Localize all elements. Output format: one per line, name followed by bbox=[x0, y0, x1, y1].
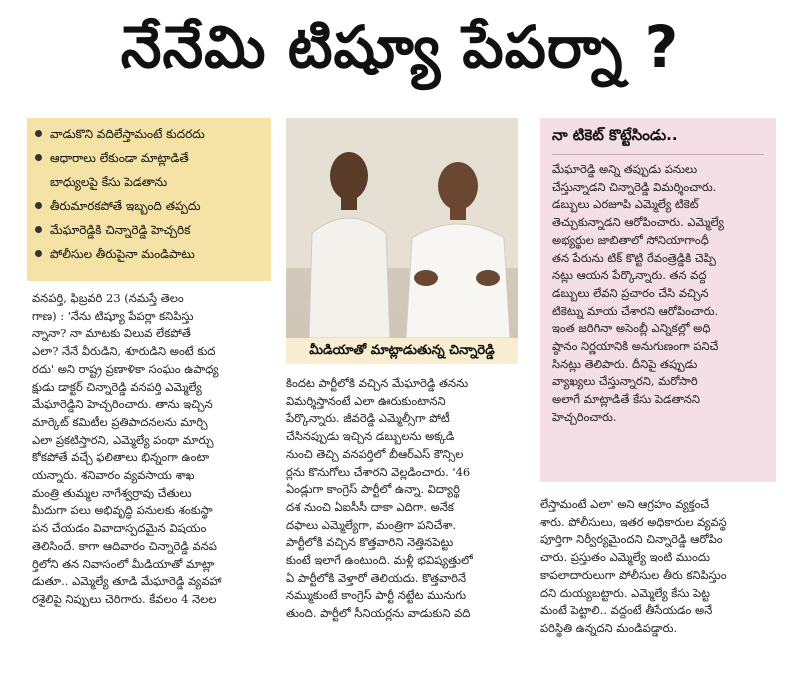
text-line: మేఘారెడ్డిని హెచ్చరించారు. తాను ఇచ్చిన bbox=[32, 397, 213, 412]
person-figure-right bbox=[396, 148, 514, 338]
text-line: యన్నారు. శనివారం వ్యవసాయ శాఖ bbox=[32, 468, 195, 483]
highlight-item bbox=[33, 242, 265, 266]
text-line: చేసినప్పుడు ఇచ్చిన డబ్బులను అక్కడి bbox=[286, 429, 455, 444]
text-line: రశైలిపై నిప్పులు చెరిగారు. కేవలం 4 నెలల bbox=[32, 591, 217, 606]
text-line: విమర్శిస్తానంటే ఎలా ఊరుకుంటానని bbox=[286, 393, 446, 408]
text-line: ఇంత జరిగినా అసెంబ్లీ ఎన్నికల్లో అధి bbox=[552, 321, 711, 336]
article-column-3 bbox=[540, 496, 776, 638]
highlight-text: ఆధారాలు లేకుండా మాట్లాడితే bbox=[50, 151, 189, 165]
bullet-dot-icon bbox=[35, 226, 42, 233]
text-line: ఎలా? నేనే వీరుడిని, శూరుడిని అంటే కుద bbox=[32, 344, 216, 359]
text-line: కుంటే ఇలాగే ఉంటుంది. మళ్లీ భవిష్యత్తులో bbox=[286, 553, 473, 568]
text-line: హెచ్చరించారు. bbox=[552, 409, 617, 424]
text-line: పార్టీలోకి వచ్చిన కొత్తవారిని నెత్తినపెట్టు bbox=[286, 535, 454, 550]
highlight-item bbox=[33, 218, 265, 242]
text-line: మేఘారెడ్డి అన్ని తప్పుడు పనులు bbox=[552, 162, 698, 176]
headline: నేనేమి టిష్యూ పేపర్నా ? bbox=[120, 12, 680, 81]
text-line: రదు' అని రాష్ట్ర ప్రణాళికా సంఘం ఉపాధ్య bbox=[32, 361, 219, 376]
text-line: గాణ) : 'నేను టిష్యూ పేపర్లా కనిపిస్తు bbox=[32, 308, 194, 323]
text-line: శారు. పోలీసులు, ఇతర అధికారుల వ్యవస్థ bbox=[540, 514, 727, 529]
text-line: చేస్తున్నాడని చిన్నారెడ్డి విమర్శించారు. bbox=[552, 179, 717, 194]
highlight-text: పోలీసుల తీరుపైనా మండిపాటు bbox=[50, 247, 195, 261]
text-line: ష్ఠానం నిర్ణయానికి అనుగుణంగా పనిచే bbox=[552, 339, 719, 354]
text-line: మంటే పెట్టాలి.. వద్దంటే తీసేయడం అనే bbox=[540, 603, 713, 618]
text-line: ర్లను కొనుగోలు చేశారని వెల్లడించారు. '46 bbox=[286, 464, 471, 479]
news-photo bbox=[286, 118, 518, 338]
text-line: నుంచి తెచ్చి వనపర్తిలో బీఆర్ఎస్ కౌన్సిల bbox=[286, 446, 464, 461]
highlight-item bbox=[33, 194, 265, 218]
text-line: మీదుగా పలు అభివృద్ధి పనులకు శంకుస్థా bbox=[32, 503, 213, 518]
text-line: డుతూ.. ఎమ్మెల్యే తూడి మేఘారెడ్డి వ్యవహా bbox=[32, 574, 222, 589]
text-line: టికెట్ను మాయ చేశారని ఆరోపించారు. bbox=[552, 303, 719, 318]
text-line: తెచ్చుకున్నాడని ఆరోపించారు. ఎమ్మెల్యే bbox=[552, 215, 724, 230]
text-line: పన చేయడం వివాదాస్పదమైన విషయం bbox=[32, 521, 207, 536]
text-line: వ్యాఖ్యలు చేస్తున్నారని, మరోసారి bbox=[552, 374, 698, 389]
bullet-dot-icon bbox=[35, 130, 42, 137]
sidebar-title: నా టికెట్ కొట్టేసిండు.. bbox=[552, 126, 764, 155]
highlights-box bbox=[27, 118, 271, 281]
highlight-text: వాడుకొని వదిలేస్తామంటే కుదరదు bbox=[50, 127, 205, 141]
sidebar-box bbox=[540, 118, 776, 482]
bullet-dot-icon bbox=[35, 250, 42, 257]
text-line: క్షుడు డాక్టర్ చిన్నారెడ్డి వనపర్తి ఎమ్మెల్యే bbox=[32, 379, 202, 394]
text-line: కాపలాదారులుగా పోలీసుల తీరు కనిపిస్తుం bbox=[540, 567, 727, 582]
sidebar-body bbox=[552, 161, 764, 427]
text-line: దఫాలు ఎమ్మెల్యేగా, మంత్రిగా పనిచేశా. bbox=[286, 517, 457, 532]
text-line: మంత్రి తుమ్మల నాగేశ్వర్రావు చేతులు bbox=[32, 485, 192, 500]
text-line: నమ్ముకుంటే కాంగ్రెస్ పార్టీ నట్టేట మునుగు bbox=[286, 588, 467, 603]
text-line: న్నానా? నా మాటకు విలువ లేకపోతే bbox=[32, 326, 191, 341]
text-line: డబ్బులు లేవని ప్రచారం చేసి వచ్చిన bbox=[552, 285, 709, 300]
text-line: అభ్యర్థుల జాబితాలో సోనియాగాంధీ bbox=[552, 232, 709, 247]
highlight-text: మేఘారెడ్డికి చిన్నారెడ్డి హెచ్చరిక bbox=[50, 223, 191, 237]
text-line: డబ్బులు ఎరజూపి ఎమ్మెల్యే టికెట్ bbox=[552, 197, 699, 212]
text-line: మార్కెట్ కమిటీల ప్రతిపాదనలను మార్చి bbox=[32, 414, 208, 429]
highlight-item bbox=[33, 146, 265, 170]
highlight-text: తీరుమారకపోతే ఇబ్బంది తప్పదు bbox=[50, 199, 201, 213]
highlight-item bbox=[33, 170, 265, 194]
text-line: పూర్తిగా నిర్వీర్యమైందని చిన్నారెడ్డి ఆరోపిం bbox=[540, 532, 723, 547]
bullet-dot-icon bbox=[35, 154, 42, 161]
text-line: ఏండ్లుగా కాంగ్రెస్ పార్టీలో ఉన్నా. విద్యార్థి bbox=[286, 482, 460, 497]
text-line: వనపర్తి, ఫిబ్రవరి 23 (నమస్తే తెలం bbox=[32, 291, 184, 305]
text-line: తుంది. పార్టీలో సీనియర్లను వాడుకుని వది bbox=[286, 606, 471, 621]
text-line: తెలిసిందే. కాగా ఆదివారం చిన్నారెడ్డి వనప bbox=[32, 538, 217, 553]
text-line: సినట్లు తెలిపారు. దీనిపై తప్పుడు bbox=[552, 356, 698, 371]
person-figure-left bbox=[304, 138, 394, 338]
bullet-dot-icon bbox=[35, 202, 42, 209]
text-line: దశ నుంచి ఏఐసీసీ దాకా ఎదిగా. అనేక bbox=[286, 499, 454, 514]
text-line: కోకపోతే వచ్చే ఫలితాలు భిన్నంగా ఉంటా bbox=[32, 450, 210, 465]
text-line: తన పేరును టిక్ కొట్టి రేవంత్రెడ్డికి చెప్పి bbox=[552, 250, 716, 265]
text-line: ర్తిలోని తన నివాసంలో మీడియాతో మాట్లా bbox=[32, 556, 215, 571]
text-line: కిందట పార్టీలోకి వచ్చిన మేఘారెడ్డి తనను bbox=[286, 376, 469, 390]
text-line: ఏ పార్టీలోకి వెళ్తారో తెలియదు. కొత్తవారినే bbox=[286, 570, 467, 585]
article-column-2 bbox=[286, 375, 518, 623]
text-line: ఎలా ప్రకటిస్తారని, ఎమ్మెల్యే పంథా మార్చు bbox=[32, 432, 214, 447]
photo-caption: మీడియాతో మాట్లాడుతున్న చిన్నారెడ్డి bbox=[286, 338, 518, 364]
text-line: పేర్కొన్నారు. జీవరెడ్డి ఎమ్మెల్సీగా పోటీ bbox=[286, 411, 450, 426]
text-line: పరిస్థితి ఉన్నదని మండిపడ్డారు. bbox=[540, 620, 678, 635]
text-line: చారు. ప్రస్తుతం ఎమ్మెల్యే ఇంటి ముందు bbox=[540, 550, 710, 565]
highlight-item bbox=[33, 122, 265, 146]
highlight-text: బాధ్యులపై కేసు పెడతాను bbox=[50, 175, 168, 189]
article-column-1 bbox=[32, 290, 276, 609]
text-line: అలాగే మాట్లాడితే కేసు పెడతానని bbox=[552, 392, 700, 407]
text-line: లేస్తామంటే ఎలా' అని ఆగ్రహం వ్యక్తంచే bbox=[540, 497, 710, 511]
text-line: దని దుయ్యబట్టారు. ఎమ్మెల్యే కేసు పెట్ట bbox=[540, 585, 711, 600]
text-line: నట్లు ఆయన పేర్కొన్నారు. తన వద్ద bbox=[552, 268, 707, 283]
